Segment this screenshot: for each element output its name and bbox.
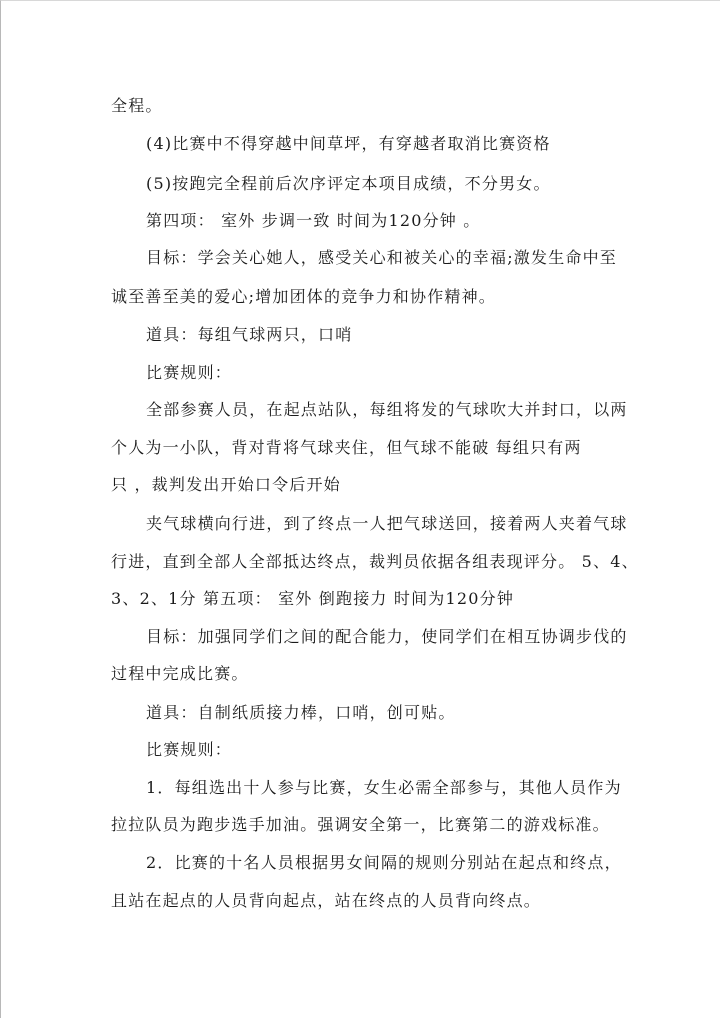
text-line: 且站在起点的人员背向起点，站在终点的人员背向终点。: [111, 891, 542, 910]
text-line: 夹气球横向行进，到了终点一人把气球送回，接着两人夹着气球: [146, 514, 628, 533]
text-line: (4)比赛中不得穿越中间草坪，有穿越者取消比赛资格: [146, 134, 551, 153]
text-line: 3、2、1分 第五项： 室外 倒跑接力 时间为120分钟: [111, 589, 515, 608]
text-line: 第四项： 室外 步调一致 时间为120分钟 。: [146, 211, 481, 230]
text-line: 拉拉队员为跑步选手加油。强调安全第一，比赛第二的游戏标准。: [111, 815, 610, 834]
text-line: 比赛规则：: [146, 363, 233, 382]
text-line: 目标：学会关心她人，感受关心和被关心的幸福;激发生命中至: [146, 248, 617, 267]
text-line: 道具：自制纸质接力棒，口哨，创可贴。: [146, 703, 456, 722]
text-line: 只 ，裁判发出开始口令后开始: [111, 475, 341, 494]
text-line: 诚至善至美的爱心;增加团体的竞争力和协作精神。: [111, 287, 496, 306]
text-line: 全部参赛人员，在起点站队，每组将发的气球吹大并封口，以两: [146, 400, 628, 419]
text-line: 全程。: [111, 96, 163, 115]
text-line: 目标：加强同学们之间的配合能力，使同学们在相互协调步伐的: [146, 627, 628, 646]
text-line: 道具：每组气球两只，口哨: [146, 325, 353, 344]
text-line: 行进，直到全部人全部抵达终点，裁判员依据各组表现评分。 5、4、: [111, 552, 639, 571]
text-line: 个人为一小队，背对背将气球夹住，但气球不能破 每组只有两: [111, 438, 582, 457]
text-line: 比赛规则：: [146, 740, 233, 759]
text-line: (5)按跑完全程前后次序评定本项目成绩，不分男女。: [146, 174, 551, 193]
text-line: 1．每组选出十人参与比赛，女生必需全部参与，其他人员作为: [146, 778, 622, 797]
text-line: 过程中完成比赛。: [111, 664, 249, 683]
text-line: 2．比赛的十名人员根据男女间隔的规则分别站在起点和终点，: [146, 853, 622, 872]
